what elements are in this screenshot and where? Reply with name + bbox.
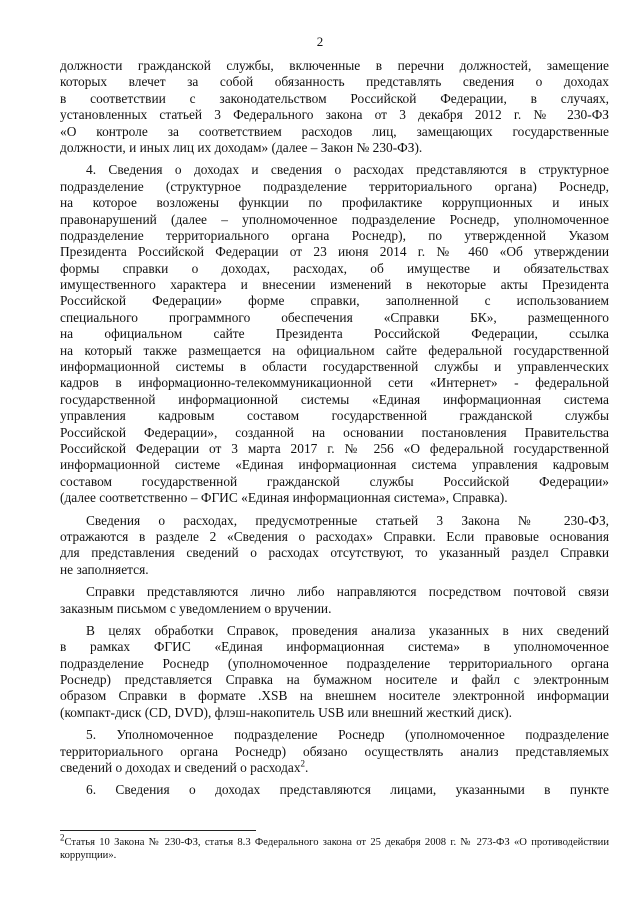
text-line: государственной информационной системы «Единая информационная система	[60, 391, 609, 407]
paragraph-expenses	[60, 513, 609, 579]
text-line: 6. Сведения о доходах представляются лицами, указанными в пункте	[86, 782, 609, 798]
text-line: Справки представляются лично либо направляются посредством почтовой связи	[86, 584, 609, 600]
footnote-divider	[60, 830, 256, 831]
text-line: в рамках ФГИС «Единая информационная система» в уполномоченное	[60, 639, 609, 655]
page-number: 2	[316, 34, 324, 49]
text-line: (компакт-диск (CD, DVD), флэш-накопитель USB или внешний жесткий диск).	[60, 704, 512, 720]
text-line: подразделение (структурное подразделение территориального органа) Роснедр,	[60, 178, 609, 194]
footnote	[60, 832, 609, 862]
text-line-content: сведений о доходах и сведений о расходах	[60, 760, 301, 776]
text-line-with-footnote	[60, 760, 609, 776]
text-line: территориального органа Роснедр) обязано осуществлять анализ представляемых	[60, 743, 609, 759]
text-line: на который также размещается на официальном сайте федеральной государственной	[60, 342, 609, 358]
text-line: подразделение Роснедр (уполномоченное подразделение территориального органа	[60, 655, 609, 671]
text-line: в соответствии с законодательством Российской Федерации, в случаях,	[60, 90, 609, 106]
footnote-text: Статья 10 Закона № 230-ФЗ, статья 8.3 Федерального закона от 25 декабря 2008 г. № 273-ФЗ «О противодействии	[64, 837, 609, 848]
footnote-line	[60, 832, 609, 849]
text-line: на которое возложены функции по профилактике коррупционных и иных	[60, 195, 609, 211]
text-line: установленных статьей 3 Федерального закона от 3 декабря 2012 г. № 230-ФЗ	[60, 107, 609, 123]
text-line: Российской Федерации», созданной на основании постановления Правительства	[60, 424, 609, 440]
text-line: Российской Федерации от 3 марта 2017 г. № 256 «О федеральной государственной	[60, 440, 609, 456]
paragraph-submission	[60, 584, 609, 617]
text-line: на официальном сайте Президента Российской Федерации, ссылка	[60, 326, 609, 342]
text-line: должности, и иных лиц их доходам» (далее – Закон № 230-ФЗ).	[60, 139, 423, 155]
text-line: не заполняется.	[60, 561, 149, 577]
text-line: образом Справки в формате .XSB на внешнем носителе электронной информации	[60, 688, 609, 704]
text-line: специального программного обеспечения «Справки БК», размещенного	[60, 309, 609, 325]
text-line: Сведения о расходах, предусмотренные статьей 3 Закона № 230-ФЗ,	[86, 512, 609, 528]
text-line: «О контроле за соответствием расходов лиц, замещающих государственные	[60, 123, 609, 139]
text-line: отражаются в разделе 2 «Сведения о расходах» Справки. Если правовые основания	[60, 528, 609, 544]
text-line: Роснедр) представляется Справка на бумажном носителе и файл с электронным	[60, 672, 609, 688]
document-body	[60, 58, 609, 799]
text-line: информационной системе «Единая информационная система управления кадровым	[60, 457, 609, 473]
text-line: (далее соответственно – ФГИС «Единая информационная система», Справка).	[60, 490, 508, 506]
text-line: Президента Российской Федерации от 23 июня 2014 г. № 460 «Об утверждении	[60, 244, 609, 260]
text-line: В целях обработки Справок, проведения анализа указанных в них сведений	[86, 622, 609, 638]
text-line: должности гражданской службы, включенные в перечни должностей, замещение	[60, 58, 609, 73]
paragraph-item-4	[60, 162, 609, 506]
text-line: имущественного характера и внесении изменений в некоторые акты Президента	[60, 277, 609, 293]
text-line: для представления сведений о расходах отсутствуют, то указанный раздел Справки	[60, 545, 609, 561]
paragraph-continuation	[60, 58, 609, 156]
text-line: Российской Федерации» форме справки, заполненной с использованием	[60, 293, 609, 309]
footnote-line: коррупции».	[60, 850, 117, 861]
text-line: 5. Уполномоченное подразделение Роснедр (уполномоченное подразделение	[86, 727, 609, 743]
period-mark: .	[305, 760, 309, 776]
paragraph-processing	[60, 623, 609, 721]
text-line: составом государственной гражданской службы Российской Федерации»	[60, 473, 609, 489]
text-line: формы справки о доходах, расходах, об имуществе и обязательствах	[60, 260, 609, 276]
text-line: которых влечет за собой обязанность представлять сведения о доходах	[60, 74, 609, 90]
text-line: правонарушений (далее – уполномоченное подразделение Роснедр, уполномоченное	[60, 211, 609, 227]
text-line: подразделение территориального органа Роснедр), по утвержденной Указом	[60, 227, 609, 243]
text-line: кадров в информационно-телекоммуникационной сети «Интернет» - федеральной	[60, 375, 609, 391]
text-line: заказным письмом с уведомлением о вручении.	[60, 600, 332, 616]
paragraph-item-6	[60, 782, 609, 798]
text-line: управления кадровым составом государственной гражданской службы	[60, 408, 609, 424]
footnote-marker: 2	[60, 832, 65, 843]
footnote-reference[interactable]: 2	[300, 758, 306, 769]
paragraph-item-5	[60, 727, 609, 776]
text-line: 4. Сведения о доходах и сведения о расходах представляются в структурное	[86, 162, 609, 178]
text-line: информационной системы в области государственной службы и управленческих	[60, 359, 609, 375]
